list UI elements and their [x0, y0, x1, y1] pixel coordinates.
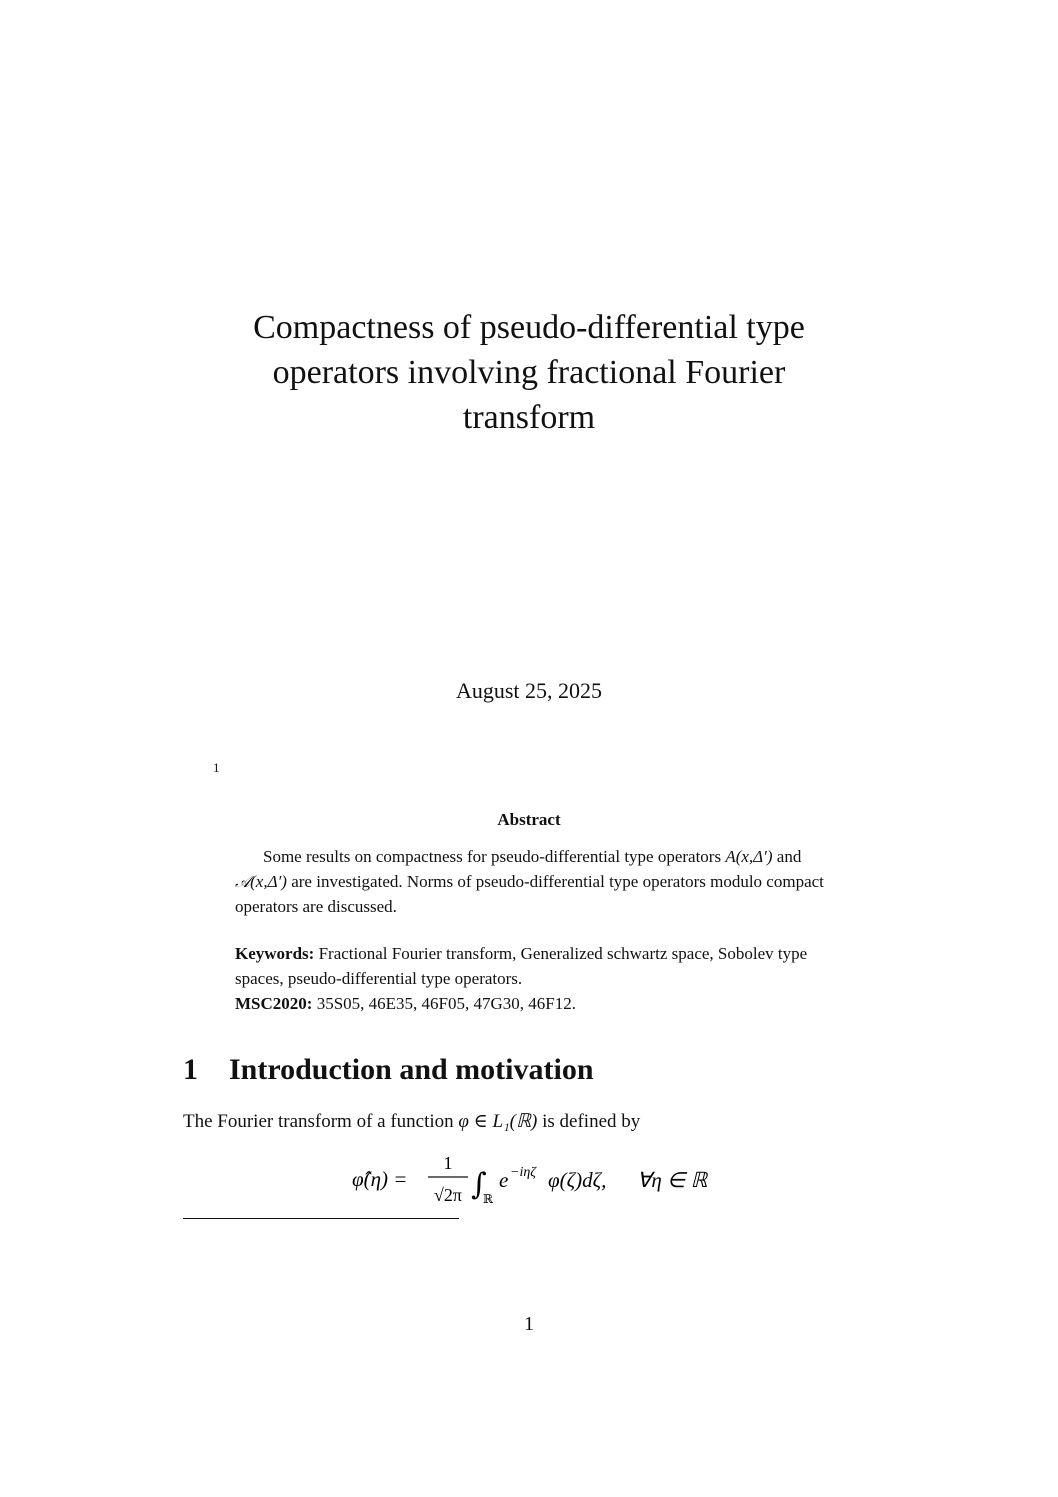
footnote-rule	[183, 1218, 459, 1219]
abstract-text-2: and	[776, 847, 802, 866]
equation-condition: ∀η ∈ ℝ	[637, 1168, 708, 1192]
integral-domain: ℝ	[483, 1192, 493, 1206]
abstract-body	[235, 844, 845, 919]
title-line-1: Compactness of pseudo-differential type	[253, 309, 805, 346]
abstract-text-3: are investigated. Norms of pseudo-differential type operators modulo compact operators are discussed.	[235, 872, 824, 916]
abstract-math-args: (x,Δ′)	[250, 872, 287, 891]
equation-integrand: φ(ζ)dζ,	[548, 1168, 607, 1192]
equation-lhs: φ̂(η) =	[352, 1167, 408, 1191]
paper-date: August 25, 2025	[455, 678, 603, 703]
keywords-block	[235, 941, 847, 1016]
keywords-text: Fractional Fourier transform, Generalized schwartz space, Sobolev type spaces, pseudo-differential type operators.	[235, 944, 808, 988]
intro-math: φ ∈ L₁(ℝ)	[458, 1111, 538, 1132]
abstract-heading: Abstract	[497, 810, 561, 829]
intro-text-after: is defined by	[537, 1111, 641, 1132]
section-title: Introduction and motivation	[229, 1053, 594, 1086]
keywords-label: Keywords:	[235, 944, 315, 963]
exp-exponent: −iηζ	[510, 1165, 536, 1180]
paper-title	[150, 305, 908, 440]
title-line-3: transform	[462, 399, 596, 436]
title-line-2: operators involving fractional Fourier	[272, 354, 786, 391]
integral-sign: ∫	[471, 1167, 487, 1202]
intro-text-before: The Fourier transform of a function	[183, 1111, 459, 1132]
equation-numerator: 1	[443, 1153, 453, 1173]
abstract-math-script-a: 𝒜	[235, 872, 251, 891]
intro-paragraph	[183, 1109, 640, 1135]
msc-text: 35S05, 46E35, 46F05, 47G30, 46F12.	[312, 994, 576, 1013]
page-number: 1	[524, 1313, 534, 1335]
footnote-mark: 1	[213, 760, 220, 775]
abstract-math-operator-a: A(x,Δ′)	[725, 847, 773, 866]
exp-base: e	[499, 1168, 509, 1192]
abstract-text-1: Some results on compactness for pseudo-differential type operators	[263, 847, 726, 866]
msc-label: MSC2020:	[235, 994, 313, 1013]
equation-denominator: √2π	[434, 1185, 462, 1205]
section-heading	[183, 1050, 594, 1090]
section-number: 1	[183, 1053, 198, 1086]
fourier-equation	[340, 1152, 720, 1206]
